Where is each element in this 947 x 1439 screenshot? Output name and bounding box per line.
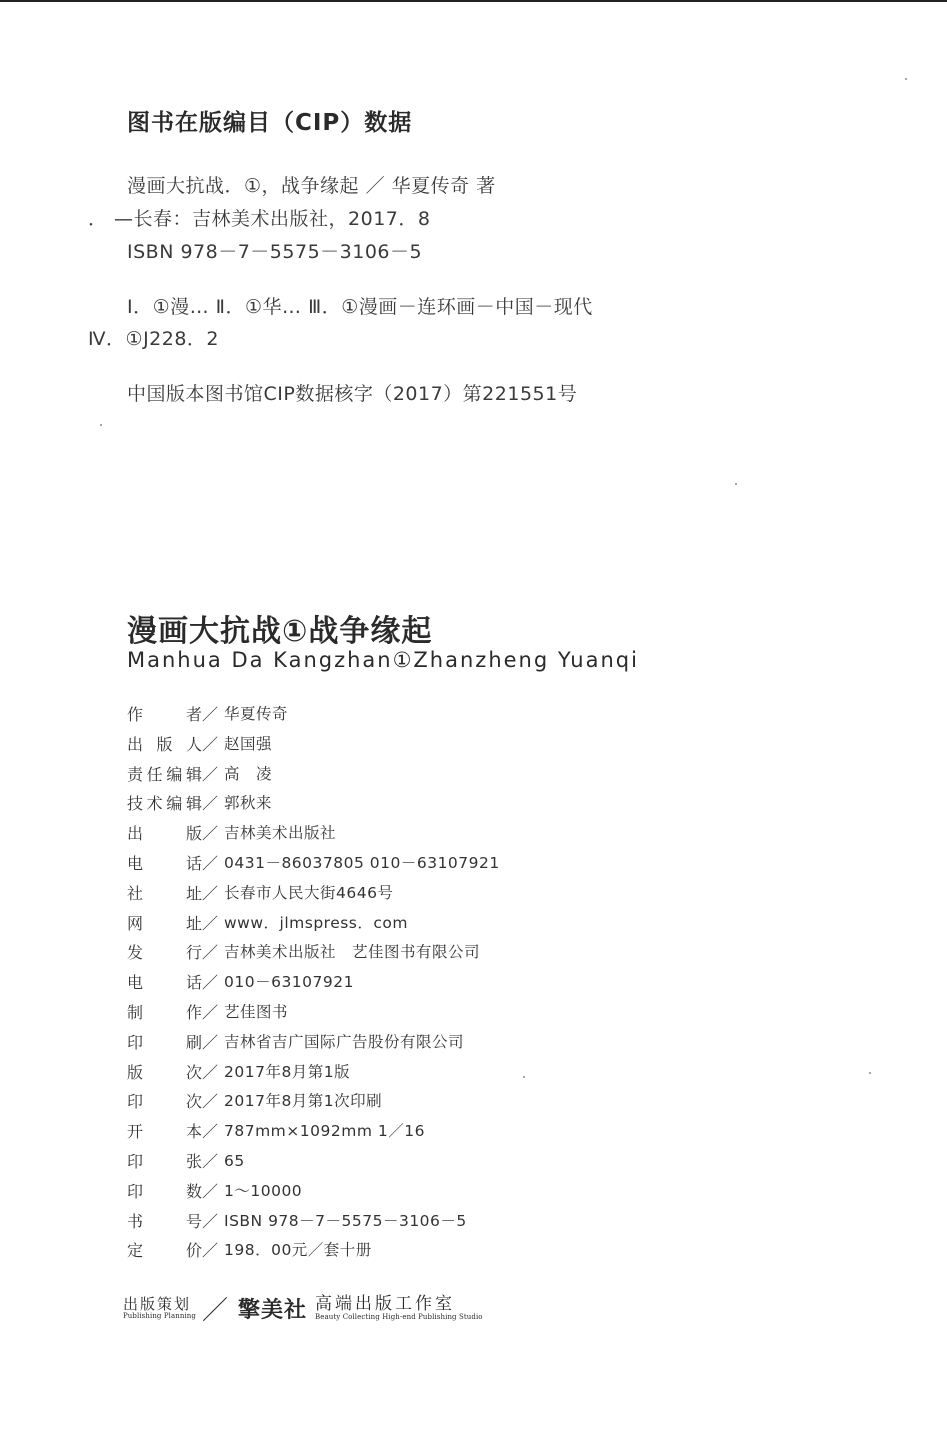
info-separator: ／ bbox=[202, 883, 219, 903]
info-row bbox=[127, 730, 500, 760]
info-label-char: 书 bbox=[127, 1211, 144, 1231]
info-row bbox=[127, 700, 500, 730]
info-label bbox=[127, 879, 202, 909]
info-separator: ／ bbox=[202, 943, 219, 963]
info-row bbox=[127, 1087, 500, 1117]
info-value: 2017年8月第1版 bbox=[224, 1062, 351, 1081]
info-label bbox=[127, 1236, 202, 1266]
info-label-char: 次 bbox=[185, 1092, 202, 1112]
planning-label-en: Publishing Planning bbox=[123, 1311, 196, 1320]
info-label-char: 址 bbox=[185, 883, 202, 903]
info-label-char: 出 bbox=[127, 734, 144, 754]
info-row bbox=[127, 938, 500, 968]
info-label-char: 社 bbox=[127, 883, 144, 903]
info-separator: ／ bbox=[202, 973, 219, 993]
info-value: 吉林省吉广国际广告股份有限公司 bbox=[224, 1032, 465, 1051]
info-row bbox=[127, 998, 500, 1028]
info-label bbox=[127, 998, 202, 1028]
info-label-char: 次 bbox=[185, 1062, 202, 1082]
info-label-char: 话 bbox=[185, 973, 202, 993]
info-row bbox=[127, 819, 500, 849]
info-label-char: 价 bbox=[185, 1241, 202, 1261]
info-separator: ／ bbox=[202, 794, 219, 814]
info-label-char: 电 bbox=[127, 853, 144, 873]
info-row bbox=[127, 1028, 500, 1058]
info-row bbox=[127, 1117, 500, 1147]
info-row bbox=[127, 1147, 500, 1177]
info-label-char: 辑 bbox=[185, 794, 202, 814]
paper-speck bbox=[735, 483, 737, 485]
info-value: 郭秋来 bbox=[224, 794, 273, 813]
info-separator: ／ bbox=[202, 1062, 219, 1082]
info-separator: ／ bbox=[202, 1181, 219, 1201]
book-title-pinyin: Manhua Da Kangzhan①Zhanzheng Yuanqi bbox=[127, 648, 639, 672]
info-separator: ／ bbox=[202, 1002, 219, 1022]
info-label bbox=[127, 1058, 202, 1088]
colophon-info-list bbox=[127, 700, 500, 1266]
info-label bbox=[127, 1087, 202, 1117]
info-separator: ／ bbox=[202, 734, 219, 754]
info-label bbox=[127, 819, 202, 849]
info-label-char: 版 bbox=[156, 734, 173, 754]
info-label-char: 本 bbox=[185, 1122, 202, 1142]
info-label-char: 印 bbox=[127, 1032, 144, 1052]
info-value: 0431－86037805 010－63107921 bbox=[224, 853, 500, 872]
info-label-char: 任 bbox=[146, 764, 163, 784]
publishing-planning-footer bbox=[123, 1290, 483, 1327]
info-label-char: 张 bbox=[185, 1151, 202, 1171]
info-value: 吉林美术出版社 艺佳图书有限公司 bbox=[224, 943, 481, 962]
info-value: 787mm×1092mm 1／16 bbox=[224, 1122, 425, 1141]
info-label-char: 发 bbox=[127, 943, 144, 963]
info-label-char: 作 bbox=[127, 705, 144, 724]
info-label-char: 电 bbox=[127, 973, 144, 993]
info-value: 010－63107921 bbox=[224, 973, 354, 992]
info-label-char: 印 bbox=[127, 1151, 144, 1171]
info-label-char: 制 bbox=[127, 1002, 144, 1022]
cip-publisher-line: ． —长春：吉林美术出版社，2017．8 bbox=[88, 208, 431, 230]
info-value: 长春市人民大街4646号 bbox=[224, 883, 394, 902]
top-border-line bbox=[0, 0, 947, 2]
info-value: 198．00元／套十册 bbox=[224, 1241, 372, 1260]
info-value: www．jlmspress．com bbox=[224, 913, 408, 932]
info-separator: ／ bbox=[202, 1122, 219, 1142]
info-row bbox=[127, 1058, 500, 1088]
info-separator: ／ bbox=[202, 913, 219, 933]
paper-speck bbox=[523, 1076, 525, 1078]
cip-title-line: 漫画大抗战．①，战争缘起 ／ 华夏传奇 著 bbox=[127, 175, 496, 197]
info-label bbox=[127, 1207, 202, 1237]
publishing-planning-label bbox=[123, 1294, 196, 1320]
info-row bbox=[127, 789, 500, 819]
info-separator: ／ bbox=[202, 764, 219, 784]
info-value: 2017年8月第1次印刷 bbox=[224, 1092, 383, 1111]
info-value: 艺佳图书 bbox=[224, 1002, 289, 1021]
info-label-char: 编 bbox=[166, 764, 183, 784]
info-value: 赵国强 bbox=[224, 734, 273, 753]
info-label bbox=[127, 760, 202, 790]
info-label bbox=[127, 1177, 202, 1207]
info-label-char: 址 bbox=[185, 913, 202, 933]
info-separator: ／ bbox=[202, 1241, 219, 1261]
info-value: 高 凌 bbox=[224, 764, 273, 783]
cip-heading: 图书在版编目（CIP）数据 bbox=[127, 110, 413, 136]
info-label-char: 辑 bbox=[185, 764, 202, 784]
info-label-char: 刷 bbox=[185, 1032, 202, 1052]
info-row bbox=[127, 1236, 500, 1266]
info-label bbox=[127, 909, 202, 939]
footer-slash: ／ bbox=[202, 1296, 229, 1326]
info-label-char: 开 bbox=[127, 1122, 144, 1142]
info-row bbox=[127, 909, 500, 939]
info-label bbox=[127, 700, 202, 730]
info-separator: ／ bbox=[202, 1092, 219, 1112]
info-label-char: 编 bbox=[166, 794, 183, 814]
info-separator: ／ bbox=[202, 1032, 219, 1052]
info-value: 1～10000 bbox=[224, 1181, 303, 1200]
cip-classification-line: Ⅰ．①漫… Ⅱ．①华… Ⅲ．①漫画－连环画－中国－现代 bbox=[127, 296, 593, 318]
info-row bbox=[127, 879, 500, 909]
info-label bbox=[127, 1117, 202, 1147]
info-value: 吉林美术出版社 bbox=[224, 824, 337, 843]
info-label-char: 者 bbox=[185, 705, 202, 724]
info-label bbox=[127, 938, 202, 968]
paper-speck bbox=[905, 78, 907, 80]
info-label-char: 作 bbox=[185, 1002, 202, 1022]
info-label-char: 数 bbox=[185, 1181, 202, 1201]
info-label-char: 号 bbox=[185, 1211, 202, 1231]
info-label-char: 技 bbox=[127, 794, 144, 814]
info-label bbox=[127, 968, 202, 998]
info-label bbox=[127, 1147, 202, 1177]
book-title-chinese: 漫画大抗战①战争缘起 bbox=[127, 614, 433, 649]
info-label-char: 话 bbox=[185, 853, 202, 873]
info-label-char: 版 bbox=[127, 1062, 144, 1082]
paper-speck bbox=[869, 1072, 871, 1074]
info-label-char: 印 bbox=[127, 1181, 144, 1201]
info-separator: ／ bbox=[202, 705, 219, 724]
info-row bbox=[127, 968, 500, 998]
info-label-char: 责 bbox=[127, 764, 144, 784]
info-separator: ／ bbox=[202, 824, 219, 844]
info-separator: ／ bbox=[202, 1211, 219, 1231]
qingmeishe-logo: 擎美社 bbox=[238, 1297, 308, 1323]
info-row bbox=[127, 1207, 500, 1237]
studio-name-en: Beauty Collecting High-end Publishing Studio bbox=[315, 1312, 483, 1321]
info-label-char: 版 bbox=[185, 824, 202, 844]
info-label-char: 术 bbox=[146, 794, 163, 814]
info-row bbox=[127, 1177, 500, 1207]
info-value: ISBN 978－7－5575－3106－5 bbox=[224, 1211, 467, 1230]
info-label-char: 行 bbox=[185, 943, 202, 963]
info-label bbox=[127, 849, 202, 879]
info-row bbox=[127, 849, 500, 879]
info-label-char: 人 bbox=[185, 734, 202, 754]
info-label bbox=[127, 789, 202, 819]
info-label bbox=[127, 1028, 202, 1058]
info-label bbox=[127, 730, 202, 760]
planning-label-zh: 出版策划 bbox=[123, 1294, 192, 1313]
cip-class-number-line: Ⅳ．①J228．2 bbox=[88, 328, 220, 350]
studio-name bbox=[315, 1293, 483, 1321]
info-label-char: 出 bbox=[127, 824, 144, 844]
studio-name-zh: 高端出版工作室 bbox=[315, 1293, 456, 1314]
cip-isbn-line: ISBN 978－7－5575－3106－5 bbox=[127, 241, 423, 263]
info-separator: ／ bbox=[202, 1151, 219, 1171]
info-value: 65 bbox=[224, 1151, 245, 1170]
paper-speck bbox=[100, 424, 102, 426]
info-label-char: 定 bbox=[127, 1241, 144, 1261]
info-label-char: 印 bbox=[127, 1092, 144, 1112]
info-separator: ／ bbox=[202, 853, 219, 873]
info-row bbox=[127, 760, 500, 790]
cip-record-number: 中国版本图书馆CIP数据核字（2017）第221551号 bbox=[127, 383, 578, 405]
info-value: 华夏传奇 bbox=[224, 705, 289, 723]
info-label-char: 网 bbox=[127, 913, 144, 933]
